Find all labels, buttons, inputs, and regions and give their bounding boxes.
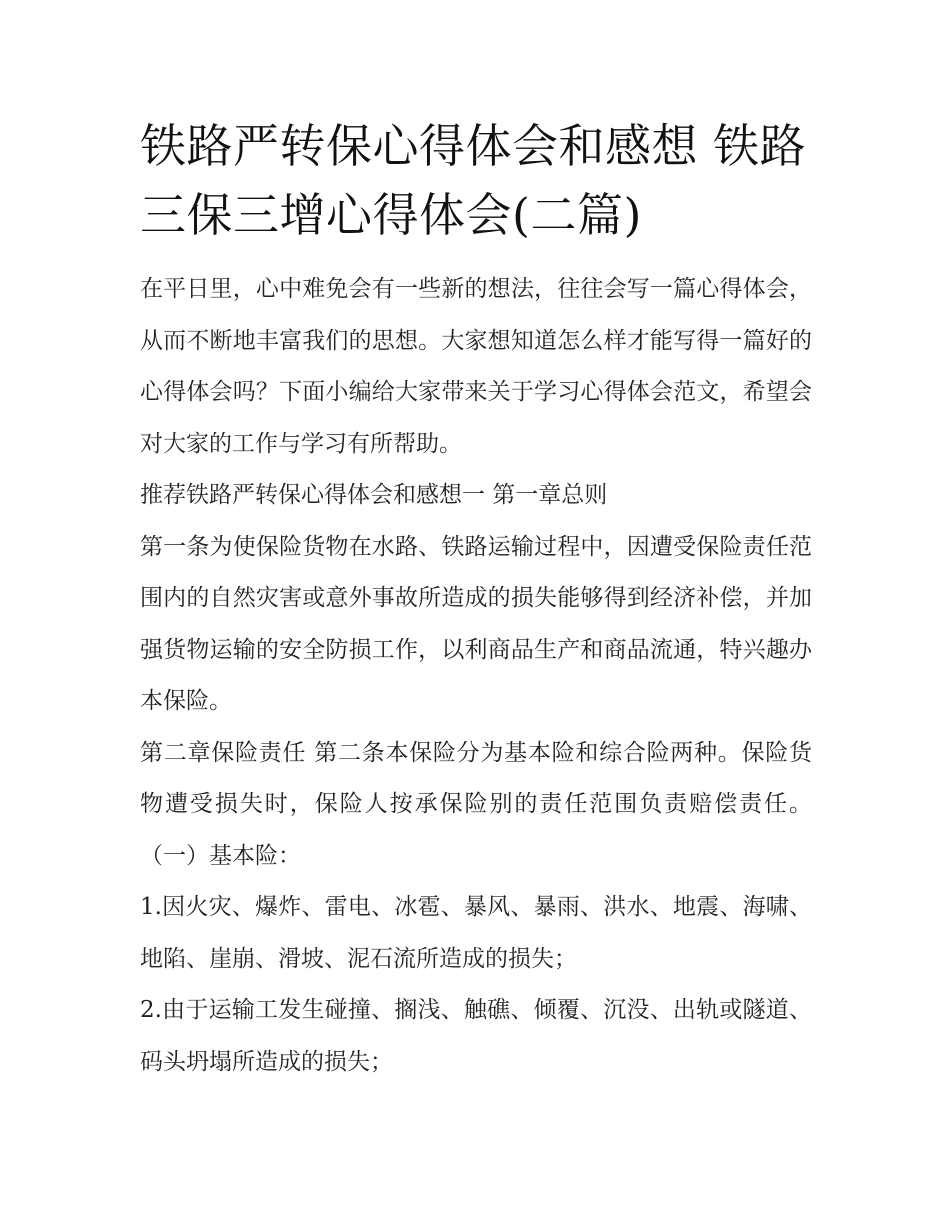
document-title: 铁路严转保心得体会和感想 铁路三保三增心得体会(二篇) [140, 119, 807, 242]
paragraph-heading-chapter-1: 推荐铁路严转保心得体会和感想一 第一章总则 [140, 482, 608, 508]
document-body [140, 264, 812, 1088]
paragraph-chapter-2: 第二章保险责任 第二条本保险分为基本险和综合险两种。保险货物遭受损失时，保险人按承保险别的责任范围负责赔偿责任。 （一）基本险： [140, 739, 812, 869]
paragraph-article-1: 第一条为使保险货物在水路、铁路运输过程中，因遭受保险责任范围内的自然灾害或意外事故所造成的损失能够得到经济补偿，并加强货物运输的安全防损工作，以利商品生产和商品流通，特兴趣办本保险。 [140, 533, 812, 714]
paragraph-item-1: 1.因火灾、爆炸、雷电、冰雹、暴风、暴雨、洪水、地震、海啸、地陷、崖崩、滑坡、泥石流所造成的损失； [140, 894, 812, 972]
paragraph-intro: 在平日里，心中难免会有一些新的想法，往往会写一篇心得体会，从而不断地丰富我们的思想。大家想知道怎么样才能写得一篇好的心得体会吗？下面小编给大家带来关于学习心得体会范文，希望会对大家的工作与学习有所帮助。 [140, 276, 812, 457]
document-page [140, 112, 812, 1088]
paragraph-item-2: 2.由于运输工发生碰撞、搁浅、触礁、倾覆、沉没、出轨或隧道、码头坍塌所造成的损失； [140, 997, 812, 1075]
